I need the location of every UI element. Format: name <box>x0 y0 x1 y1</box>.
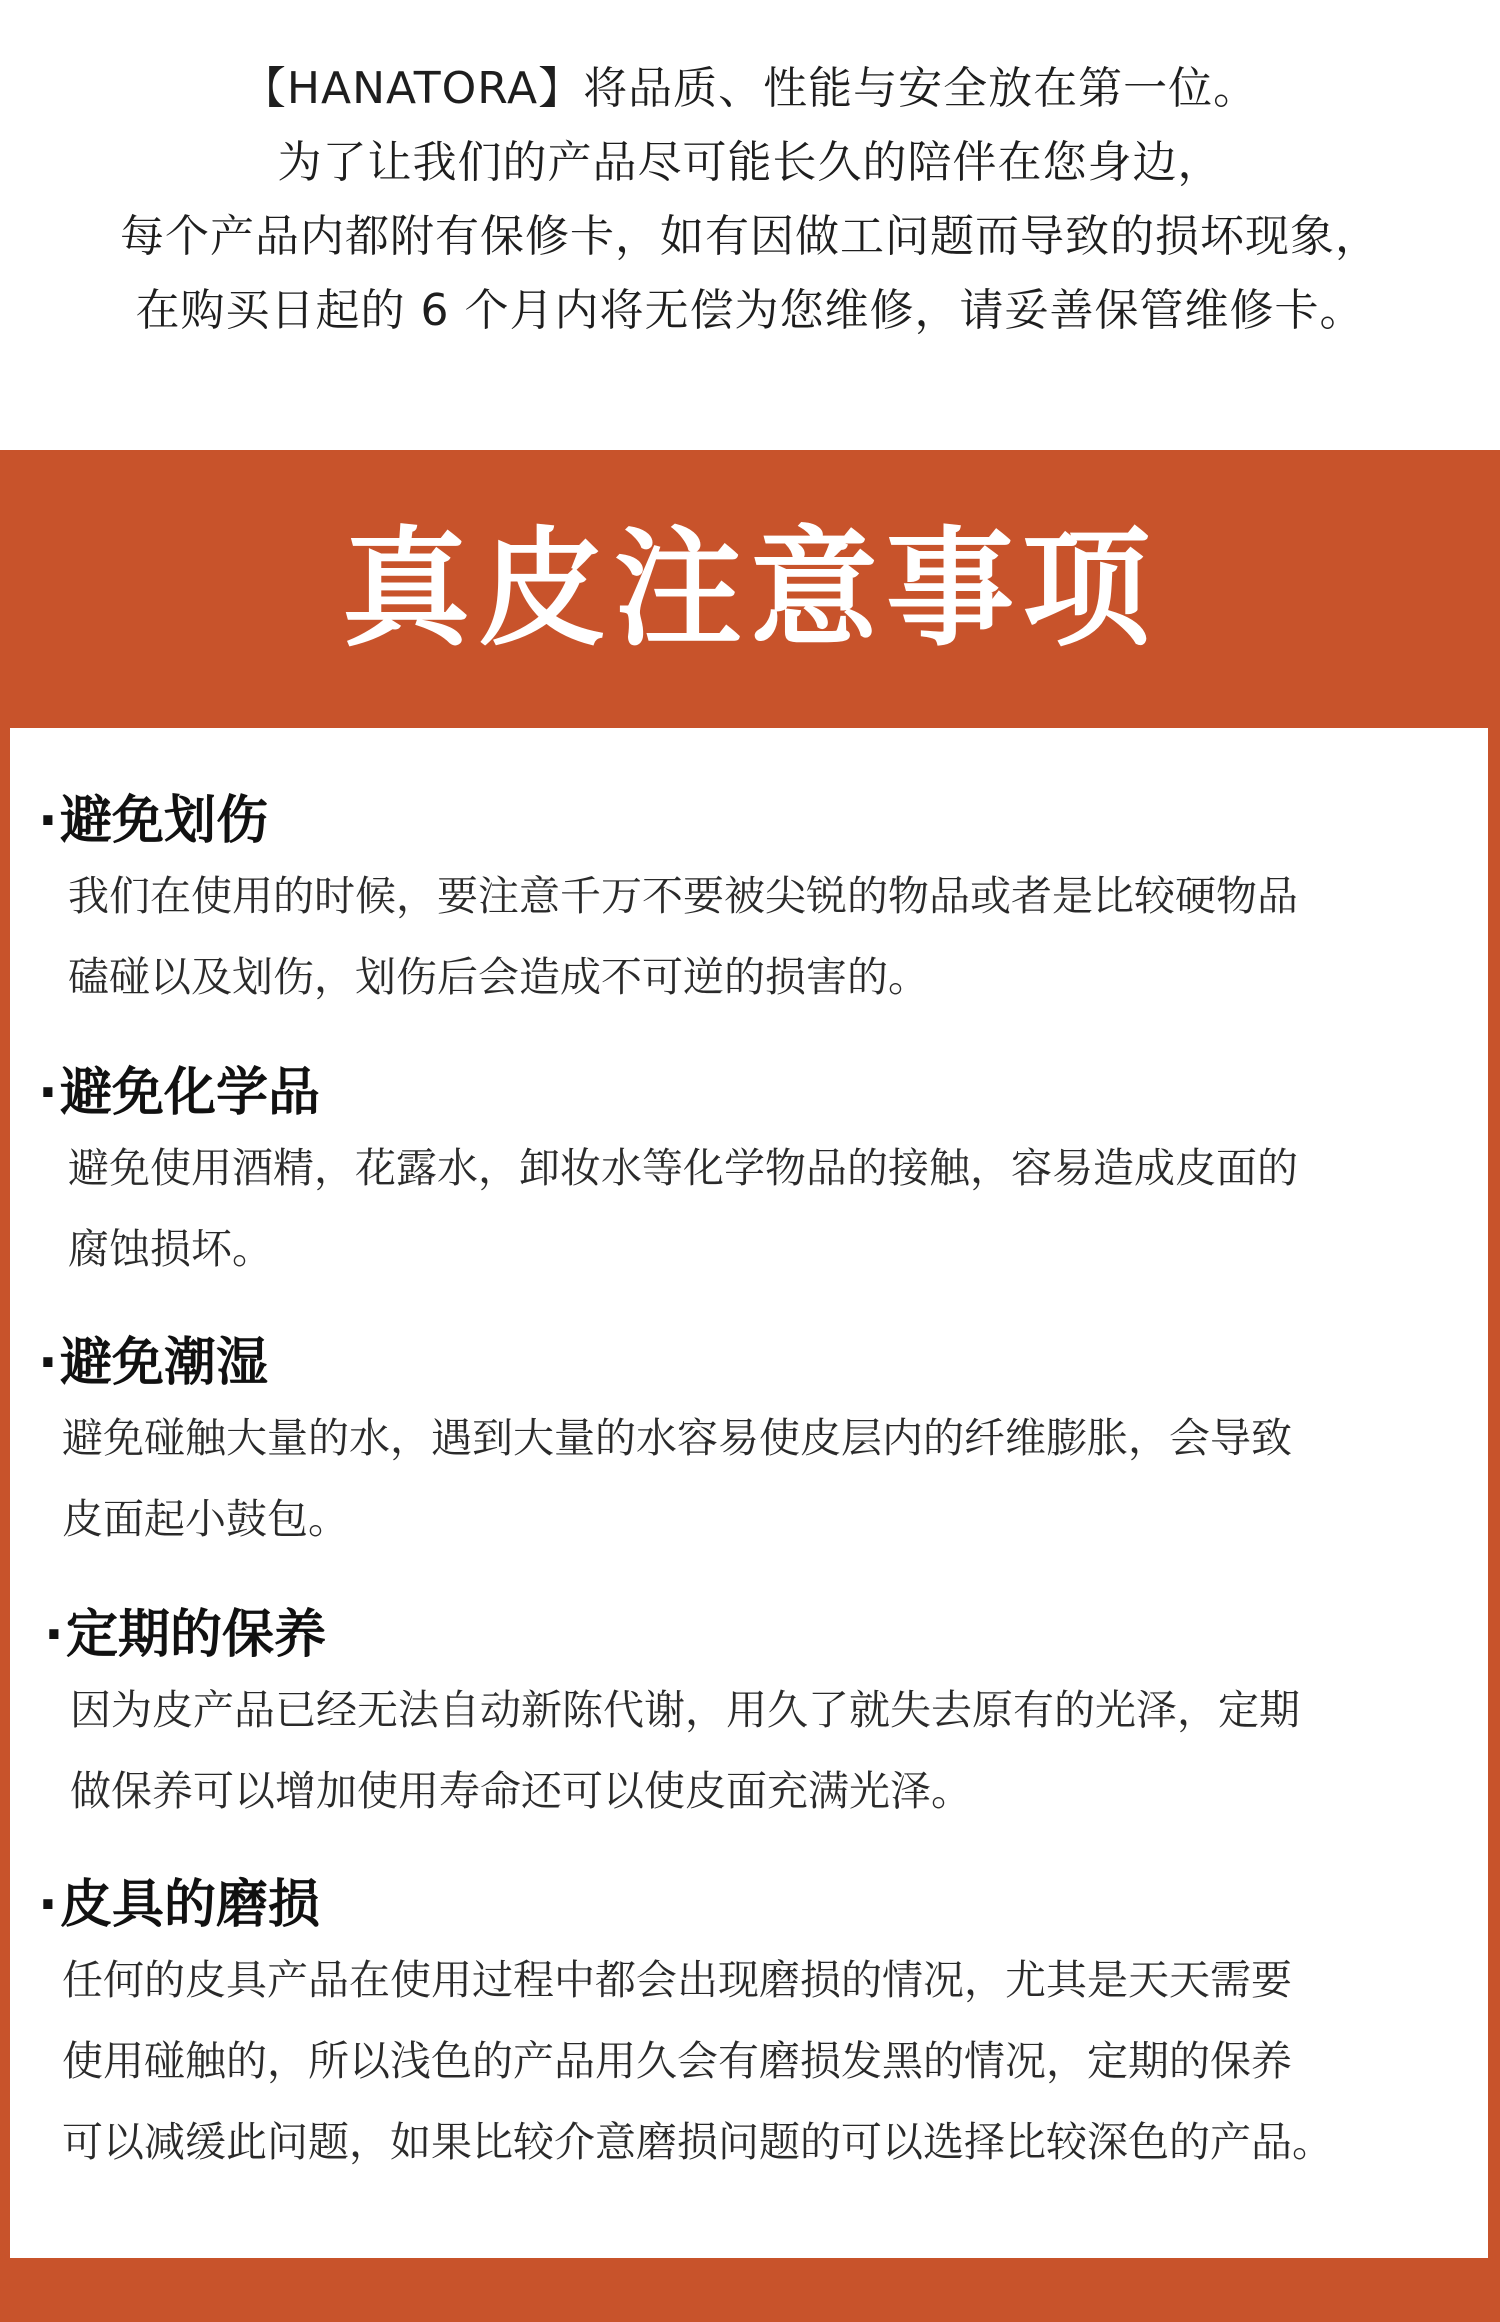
item-title: 避免划伤 <box>60 791 269 851</box>
description-line: 避免使用酒精，花露水，卸妆水等化学物品的接触，容易造成皮面的 <box>68 1144 1298 1192</box>
leather-care-panel <box>0 450 1500 2322</box>
item-title: 避免潮湿 <box>60 1333 269 1393</box>
description-line: 磕碰以及划伤，划伤后会造成不可逆的损害的。 <box>68 953 929 1001</box>
item-heading <box>38 1328 268 1398</box>
bullet-dot: · <box>38 1875 58 1935</box>
description-line: 可以减缓此问题，如果比较介意磨损问题的可以选择比较深色的产品。 <box>62 2118 1333 2166</box>
panel-title: 真皮注意事项 <box>341 515 1158 664</box>
description-line: 腐蚀损坏。 <box>68 1225 273 1273</box>
description-line: 我们在使用的时候，要注意千万不要被尖锐的物品或者是比较硬物品 <box>68 872 1298 920</box>
description-line: 使用碰触的，所以浅色的产品用久会有磨损发黑的情况，定期的保养 <box>62 2037 1292 2085</box>
description-line: 皮面起小鼓包。 <box>62 1495 349 1543</box>
description-line: 因为皮产品已经无法自动新陈代谢，用久了就失去原有的光泽，定期 <box>70 1686 1300 1734</box>
item-heading <box>38 786 268 856</box>
item-description <box>70 1670 1470 1832</box>
item-description <box>68 856 1468 1018</box>
description-line: 避免碰触大量的水，遇到大量的水容易使皮层内的纤维膨胀，会导致 <box>62 1414 1292 1462</box>
bullet-dot: · <box>44 1605 64 1665</box>
item-heading <box>38 1870 320 1940</box>
intro-line: 为了让我们的产品尽可能长久的陪伴在您身边， <box>277 137 1223 188</box>
bullet-dot: · <box>38 1333 58 1393</box>
bullet-dot: · <box>38 1063 58 1123</box>
item-description <box>62 1940 1462 2183</box>
description-line: 做保养可以增加使用寿命还可以使皮面充满光泽。 <box>70 1767 972 1815</box>
item-description <box>68 1128 1468 1290</box>
item-title: 皮具的磨损 <box>60 1875 321 1935</box>
item-heading <box>44 1600 326 1670</box>
item-title: 定期的保养 <box>66 1605 327 1665</box>
bullet-dot: · <box>38 791 58 851</box>
intro-line: 每个产品内都附有保修卡，如有因做工问题而导致的损坏现象， <box>120 211 1380 262</box>
care-notes-box <box>10 728 1488 2258</box>
description-line: 任何的皮具产品在使用过程中都会出现磨损的情况，尤其是天天需要 <box>62 1956 1292 2004</box>
item-description <box>62 1398 1462 1560</box>
intro-line: 在购买日起的 6 个月内将无偿为您维修，请妥善保管维修卡。 <box>135 285 1365 336</box>
intro-line: 【HANATORA】将品质、性能与安全放在第一位。 <box>241 63 1259 114</box>
item-title: 避免化学品 <box>60 1063 321 1123</box>
item-heading <box>38 1058 320 1128</box>
intro-text <box>0 52 1500 348</box>
